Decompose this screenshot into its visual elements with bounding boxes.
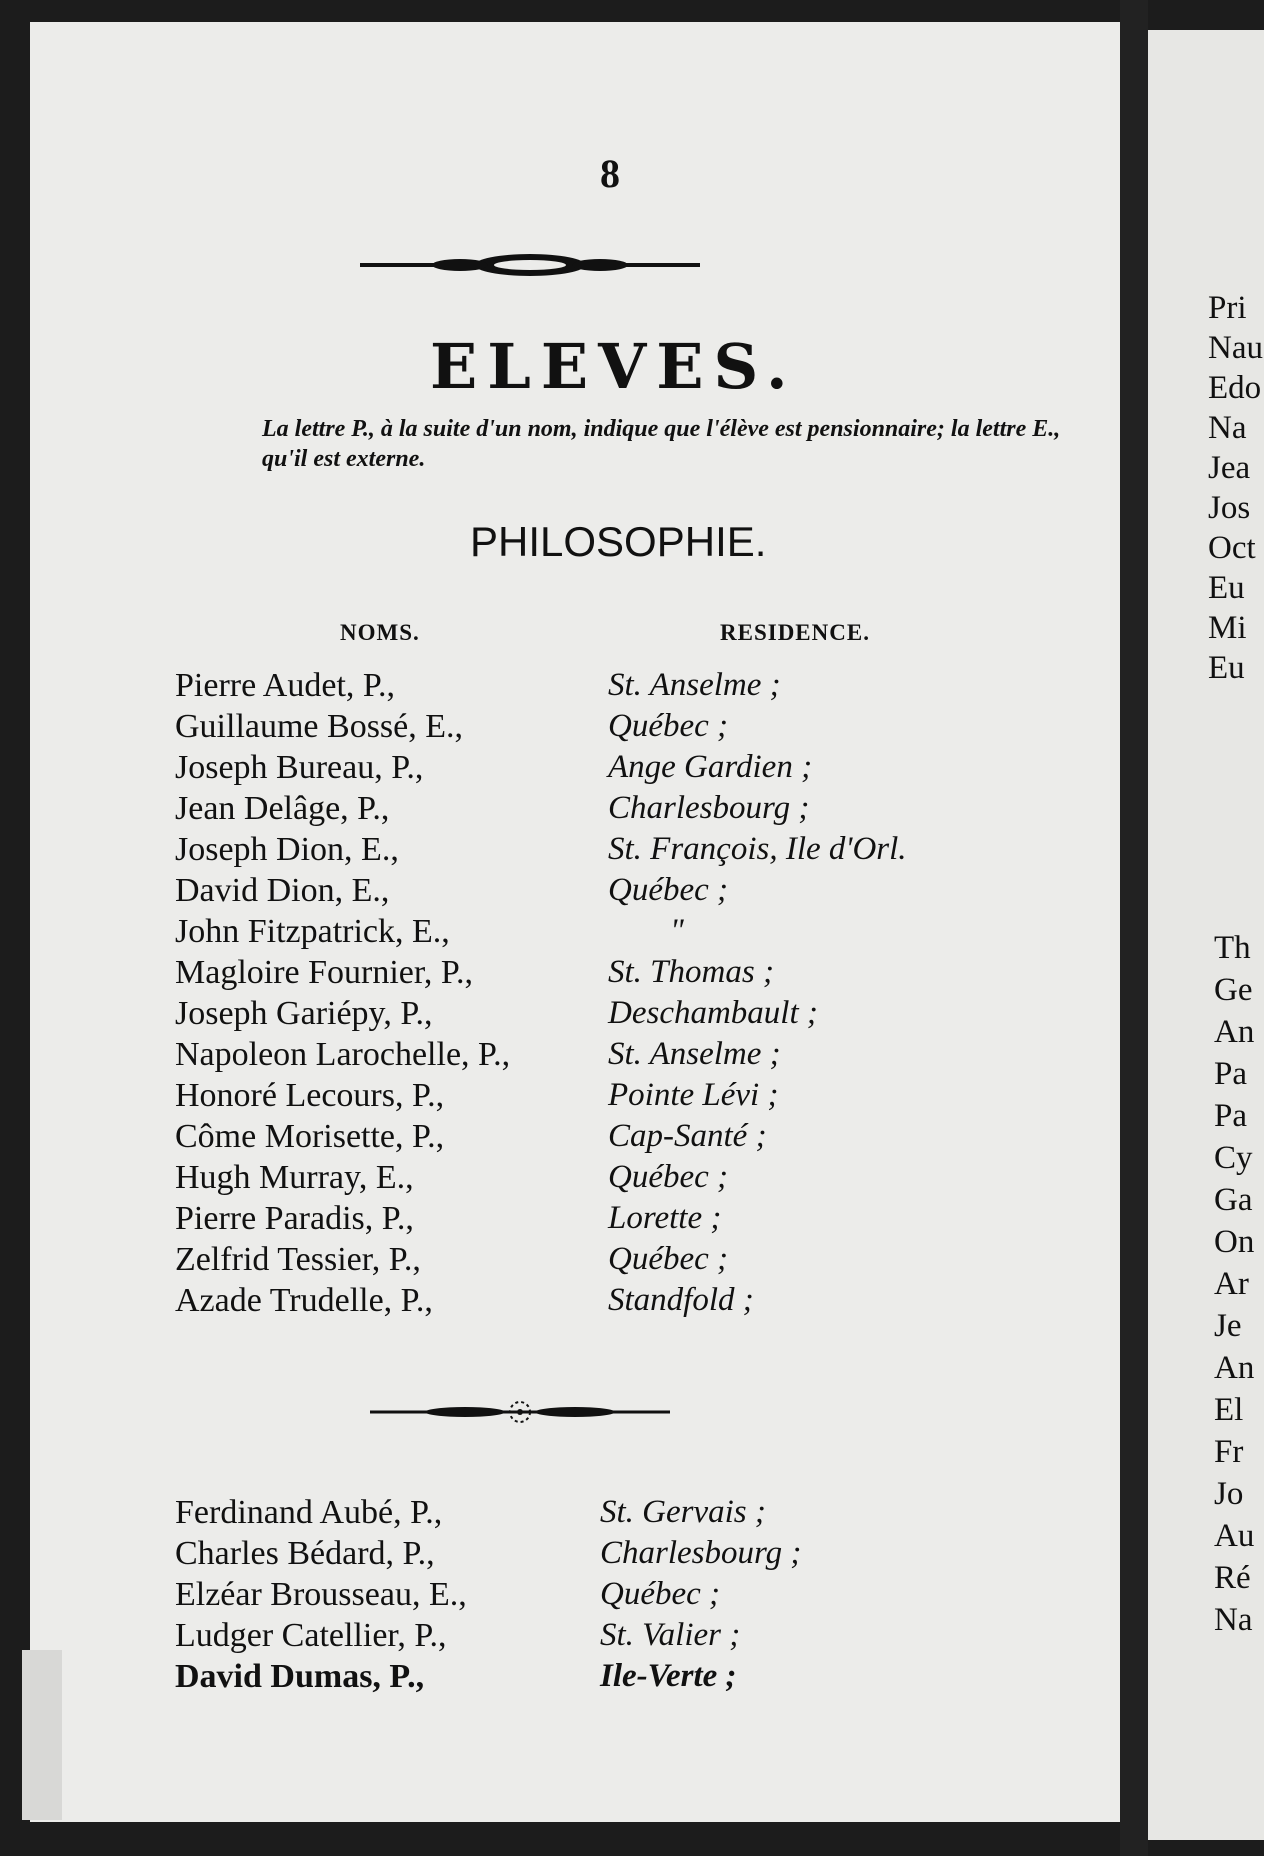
section-ornament-divider — [370, 1392, 670, 1432]
student-residence: Charlesbourg ; — [608, 790, 810, 826]
list-item — [30, 995, 1120, 1036]
right-text-fragment: Je — [1214, 1308, 1242, 1344]
student-residence: Québec ; — [608, 1159, 729, 1195]
student-name: Joseph Dion, E., — [175, 831, 399, 868]
list-item — [30, 872, 1120, 913]
page-number: 8 — [600, 151, 620, 196]
right-text-fragment: Pa — [1214, 1098, 1247, 1134]
student-residence: Standfold ; — [608, 1282, 754, 1318]
right-text-fragment: Au — [1214, 1518, 1255, 1554]
book-gutter — [1120, 0, 1148, 1856]
second-student-list — [30, 1494, 1120, 1699]
student-residence: St. François, Ile d'Orl. — [608, 831, 907, 867]
right-text-fragment: Pa — [1214, 1056, 1247, 1092]
student-name: Honoré Lecours, P., — [175, 1077, 445, 1114]
list-item — [30, 1036, 1120, 1077]
right-text-fragment: An — [1214, 1014, 1255, 1050]
student-name: Pierre Audet, P., — [175, 667, 396, 704]
student-name: Zelfrid Tessier, P., — [175, 1241, 421, 1278]
right-text-fragment: Ge — [1214, 972, 1253, 1008]
student-residence: St. Thomas ; — [608, 954, 774, 990]
list-item — [30, 1077, 1120, 1118]
student-name: David Dion, E., — [175, 872, 390, 909]
student-name: Jean Delâge, P., — [175, 790, 390, 827]
right-text-fragment: Oct — [1208, 530, 1256, 566]
student-residence: Cap-Santé ; — [608, 1118, 767, 1154]
column-header-residence: RESIDENCE. — [720, 620, 870, 645]
student-residence: Lorette ; — [608, 1200, 722, 1236]
list-item — [30, 1494, 1120, 1535]
left-page — [30, 22, 1120, 1822]
top-ornament-divider — [360, 250, 700, 280]
right-text-fragment: Ar — [1214, 1266, 1249, 1302]
student-residence: Québec ; — [608, 708, 729, 744]
student-name: Ferdinand Aubé, P., — [175, 1494, 443, 1531]
right-text-fragment: Th — [1214, 930, 1251, 966]
student-residence: St. Anselme ; — [608, 1036, 781, 1072]
student-name: Joseph Bureau, P., — [175, 749, 424, 786]
list-item — [30, 749, 1120, 790]
student-name: Azade Trudelle, P., — [175, 1282, 433, 1319]
list-item — [30, 1576, 1120, 1617]
right-text-fragment: El — [1214, 1392, 1244, 1428]
list-item — [30, 1535, 1120, 1576]
list-item — [30, 1241, 1120, 1282]
right-text-fragment: Ré — [1214, 1560, 1251, 1596]
student-name: Charles Bédard, P., — [175, 1535, 435, 1572]
right-text-fragment: Cy — [1214, 1140, 1253, 1176]
right-text-fragment: Nau — [1208, 330, 1263, 366]
student-residence: Charlesbourg ; — [600, 1535, 802, 1571]
student-name: Elzéar Brousseau, E., — [175, 1576, 467, 1613]
student-name: Pierre Paradis, P., — [175, 1200, 414, 1237]
page-title: ELEVES. — [430, 330, 798, 403]
list-item — [30, 1282, 1120, 1323]
student-name: John Fitzpatrick, E., — [175, 913, 450, 950]
student-residence: Deschambault ; — [608, 995, 818, 1031]
student-name: Guillaume Bossé, E., — [175, 708, 464, 745]
student-residence: St. Anselme ; — [608, 667, 781, 703]
list-item — [30, 667, 1120, 708]
student-name: Côme Morisette, P., — [175, 1118, 445, 1155]
right-text-fragment: Jos — [1208, 490, 1251, 526]
right-text-fragment: Eu — [1208, 570, 1245, 606]
list-item — [30, 831, 1120, 872]
philosophie-student-list — [30, 667, 1120, 1323]
right-text-fragment: Eu — [1208, 650, 1245, 686]
list-item — [30, 1617, 1120, 1658]
right-text-fragment: An — [1214, 1350, 1255, 1386]
student-name: David Dumas, P., — [175, 1658, 425, 1695]
right-page-fragment — [1148, 30, 1264, 1840]
list-item — [30, 1200, 1120, 1241]
section-heading: PHILOSOPHIE. — [470, 518, 767, 565]
student-residence: Québec ; — [608, 1241, 729, 1277]
student-name: Hugh Murray, E., — [175, 1159, 414, 1196]
student-residence: Québec ; — [600, 1576, 721, 1612]
right-text-fragment: Na — [1214, 1602, 1253, 1638]
right-text-fragment: On — [1214, 1224, 1255, 1260]
right-text-fragment: Jea — [1208, 450, 1251, 486]
list-item — [30, 1118, 1120, 1159]
list-item — [30, 1658, 1120, 1699]
column-header-names: NOMS. — [340, 620, 420, 645]
student-residence: Québec ; — [608, 872, 729, 908]
right-text-fragment: Ga — [1214, 1182, 1253, 1218]
student-residence: Ile-Verte ; — [600, 1658, 737, 1694]
right-text-fragment: Edo — [1208, 370, 1262, 406]
student-residence: St. Valier ; — [600, 1617, 741, 1653]
student-residence: " — [670, 913, 684, 949]
right-text-fragment: Pri — [1208, 290, 1247, 326]
right-text-fragment: Jo — [1214, 1476, 1244, 1512]
student-name: Ludger Catellier, P., — [175, 1617, 447, 1654]
student-residence: Ange Gardien ; — [608, 749, 813, 785]
list-item — [30, 913, 1120, 954]
student-name: Napoleon Larochelle, P., — [175, 1036, 511, 1073]
student-name: Joseph Gariépy, P., — [175, 995, 433, 1032]
right-text-fragment: Mi — [1208, 610, 1247, 646]
legend-note: La lettre P., à la suite d'un nom, indique que l'élève est pensionnaire; la lettre E., qu'il est externe. — [262, 416, 1061, 472]
page-edge-shadow — [22, 1650, 62, 1820]
list-item — [30, 1159, 1120, 1200]
right-text-fragment: Fr — [1214, 1434, 1244, 1470]
list-item — [30, 790, 1120, 831]
list-item — [30, 954, 1120, 995]
student-name: Magloire Fournier, P., — [175, 954, 473, 991]
list-item — [30, 708, 1120, 749]
right-text-fragment: Na — [1208, 410, 1247, 446]
student-residence: Pointe Lévi ; — [608, 1077, 779, 1113]
student-residence: St. Gervais ; — [600, 1494, 766, 1530]
